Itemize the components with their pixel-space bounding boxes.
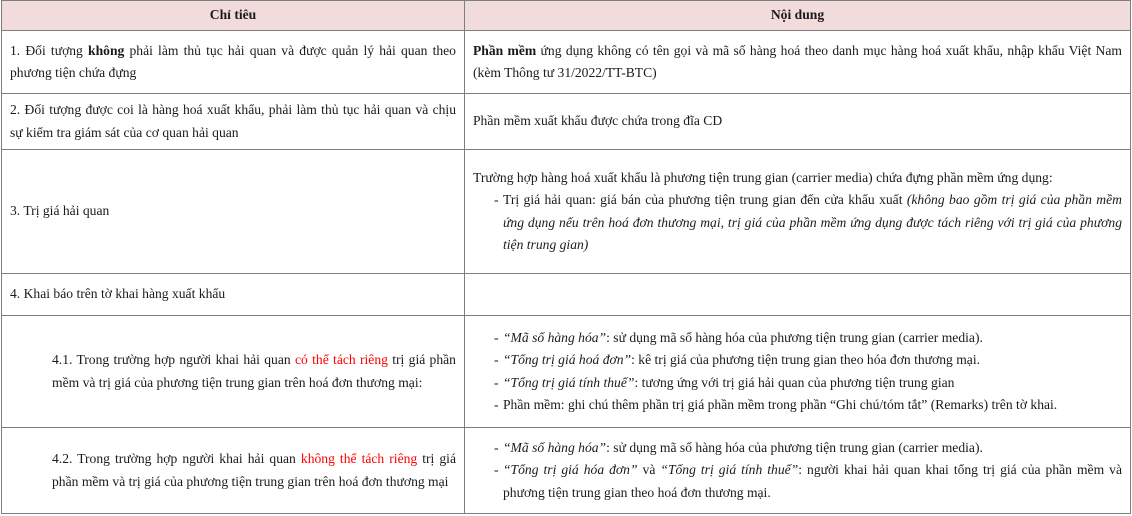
row6-item0-italic: “Mã số hàng hóa” (503, 439, 607, 455)
header-content: Nội dung (465, 1, 1131, 31)
row4-criteria: 4. Khai báo trên tờ khai hàng xuất khẩu (2, 274, 465, 316)
row1-c1-pre: 1. Đối tượng (10, 42, 89, 58)
row1-content (465, 31, 1131, 94)
list-item (488, 189, 1122, 257)
row2-criteria: 2. Đối tượng được coi là hàng hoá xuất khẩu, phải làm thủ tục hải quan và chịu sự kiểm tra giám sát của cơ quan hải quan (2, 94, 465, 150)
row1-criteria (2, 31, 465, 94)
row3-intro: Trường hợp hàng hoá xuất khẩu là phương tiện trung gian (carrier media) chứa đựng phần mềm ứng dụng: (473, 169, 1053, 185)
row6-item1-mid: và (637, 462, 661, 478)
table-row (2, 274, 1131, 316)
row6-c1-pre: 4.2. Trong trường hợp người khai hải quan (52, 451, 301, 466)
list-item (488, 372, 1122, 395)
row6-list (488, 437, 1122, 505)
table-row (2, 316, 1131, 428)
list-item (488, 394, 1122, 417)
row5-item0-text: : sử dụng mã số hàng hóa của phương tiện trung gian (carrier media). (606, 329, 983, 345)
row3-item-italic: (không bao gồm trị giá của phần mềm ứng dụng nếu trên hoá đơn thương mại, trị giá của phần mềm ứng dụng được tách riêng với trị giá của phương tiện trung gian) (503, 192, 1122, 252)
list-item (488, 349, 1122, 372)
row6-content (465, 428, 1131, 514)
header-criteria: Chỉ tiêu (2, 1, 465, 31)
row3-criteria: 3. Trị giá hải quan (2, 150, 465, 274)
row6-item1-italic2: “Tổng trị giá tính thuế” (660, 462, 799, 478)
row5-item1-italic: “Tổng trị giá hoá đơn” (503, 352, 632, 367)
header-row (2, 1, 1131, 31)
list-item (488, 437, 1122, 460)
row4-content (465, 274, 1131, 316)
row2-content: Phần mềm xuất khẩu được chứa trong đĩa CD (465, 94, 1131, 150)
table-row (2, 31, 1131, 94)
row5-content (465, 316, 1131, 428)
table-row (2, 150, 1131, 274)
row5-item2-italic: “Tổng trị giá tính thuế” (503, 374, 635, 390)
list-item (488, 327, 1122, 350)
row5-item3-text: Phần mềm: ghi chú thêm phần trị giá phần mềm trong phần “Ghi chú/tóm tắt” (Remarks) trên tờ khai. (503, 397, 1058, 412)
row5-item1-text: : kê trị giá của phương tiện trung gian theo hóa đơn thương mại. (631, 352, 981, 367)
row1-c1-post: phải làm thủ tục hải quan và được quản lý hải quan theo phương tiện chứa đựng (10, 42, 456, 80)
row5-item0-italic: “Mã số hàng hóa” (503, 329, 607, 345)
row6-criteria (2, 428, 465, 514)
customs-table (1, 0, 1131, 514)
row5-c1-pre: 4.1. Trong trường hợp người khai hải quan (52, 352, 295, 367)
row1-c2-post: ứng dụng không có tên gọi và mã số hàng hoá theo danh mục hàng hoá xuất khẩu, nhập khẩu Việt Nam (kèm Thông tư 31/2022/TT-BTC) (473, 42, 1122, 80)
table-row (2, 428, 1131, 514)
row5-list (488, 327, 1122, 417)
list-item (488, 459, 1122, 504)
row6-c1-red: không thể tách riêng (300, 451, 418, 466)
row6-item1-italic: “Tổng trị giá hóa đơn” (503, 462, 638, 478)
row1-c2-bold: Phần mềm (473, 42, 537, 58)
row3-list (488, 189, 1122, 257)
row5-item2-text: : tương ứng với trị giá hải quan của phương tiện trung gian (634, 374, 955, 390)
row6-item0-text: : sử dụng mã số hàng hóa của phương tiện trung gian (carrier media). (606, 439, 983, 455)
row5-criteria (2, 316, 465, 428)
row3-content (465, 150, 1131, 274)
table-row (2, 94, 1131, 150)
row6-item1-text: : người khai hải quan khai tổng trị giá của phần mềm và phương tiện trung gian theo hoá đơn thương mại. (503, 462, 1122, 500)
row3-item-normal: Trị giá hải quan: giá bán của phương tiện trung gian đến cửa khẩu xuất (503, 192, 907, 207)
row5-c1-post: trị giá phần mềm và trị giá của phương tiện trung gian trên hoá đơn thương mại: (52, 352, 456, 390)
row6-c1-post: trị giá phần mềm và trị giá của phương tiện trung gian trên hoá đơn thương mại (52, 451, 456, 489)
row5-c1-red: có thể tách riêng (294, 352, 388, 367)
row1-c1-bold: không (88, 42, 125, 58)
